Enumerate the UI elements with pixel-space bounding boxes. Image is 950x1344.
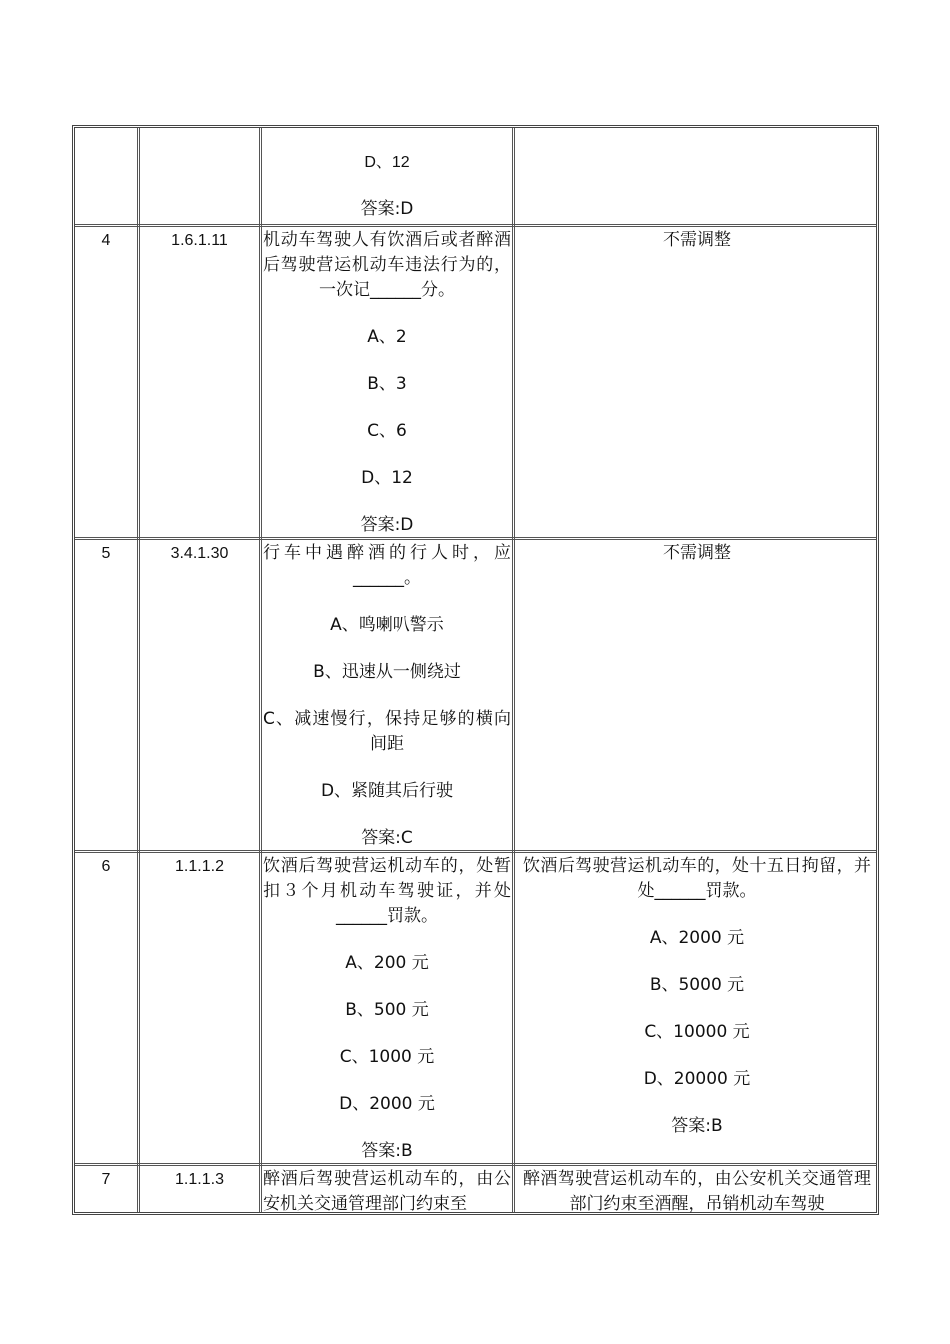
question-text: 机动车驾驶人有饮酒后或者醉酒后驾驶营运机动车违法行为的，一次记______分。 — [263, 230, 511, 300]
option-d: D、12 — [361, 468, 413, 488]
answer: 答案:C — [361, 828, 413, 848]
question-code: 1.1.1.2 — [175, 858, 224, 875]
row-index: 7 — [101, 1171, 111, 1188]
revised-option-a: A、2000 元 — [649, 928, 745, 948]
option-a: A、鸣喇叭警示 — [330, 615, 444, 635]
row-divider — [75, 224, 876, 227]
row-index: 6 — [101, 858, 111, 875]
revised-question-text: 饮酒后驾驶营运机动车的，处十五日拘留，并处______罚款。 — [523, 856, 871, 901]
option-a: A、200 元 — [345, 953, 429, 973]
question-cell — [263, 854, 511, 1164]
option-c: C、1000 元 — [339, 1047, 435, 1067]
option-d: D、2000 元 — [339, 1094, 435, 1114]
question-cell — [263, 1167, 511, 1215]
question-text: 醉酒后驾驶营运机动车的，由公安机关交通管理部门约束至 — [263, 1169, 511, 1214]
adjustment-note: 不需调整 — [663, 543, 731, 563]
adjustment-cell — [523, 854, 871, 1139]
option-d: D、紧随其后行驶 — [320, 781, 454, 801]
question-cell — [262, 150, 512, 222]
column-divider — [137, 128, 140, 1212]
answer: 答案:D — [360, 515, 414, 535]
option-b: B、迅速从一侧绕过 — [313, 662, 461, 682]
row-index: 5 — [101, 545, 111, 562]
question-table — [72, 125, 879, 1215]
option-c: C、6 — [367, 421, 407, 441]
option-a: A、2 — [367, 327, 407, 347]
option-b: B、3 — [367, 374, 407, 394]
column-divider — [259, 128, 262, 1212]
revised-option-c: C、10000 元 — [644, 1022, 750, 1042]
adjustment-cell — [515, 228, 879, 253]
option-d: D、12 — [364, 154, 410, 171]
question-text: 行车中遇醉酒的行人时，应______。 — [263, 543, 511, 588]
question-code: 3.4.1.30 — [170, 545, 229, 562]
row-index: 4 — [101, 232, 111, 249]
answer: 答案:B — [361, 1141, 413, 1161]
option-b: B、500 元 — [345, 1000, 429, 1020]
revised-option-b: B、5000 元 — [649, 975, 745, 995]
question-code: 1.6.1.11 — [171, 232, 228, 249]
revised-answer: 答案:B — [671, 1116, 723, 1136]
revised-option-d: D、20000 元 — [643, 1069, 751, 1089]
question-text: 饮酒后驾驶营运机动车的，处暂扣３个月机动车驾驶证，并处______罚款。 — [263, 856, 511, 926]
question-code: 1.1.1.3 — [175, 1171, 224, 1188]
answer: 答案:D — [360, 199, 414, 219]
option-c: C、减速慢行，保持足够的横向间距 — [263, 709, 511, 754]
adjustment-cell — [523, 1167, 871, 1215]
adjustment-cell — [515, 541, 879, 566]
question-cell — [263, 541, 511, 851]
adjustment-note: 不需调整 — [663, 230, 731, 250]
revised-question-text: 醉酒驾驶营运机动车的，由公安机关交通管理部门约束至酒醒，吊销机动车驾驶 — [523, 1169, 871, 1214]
column-divider — [512, 128, 515, 1212]
question-cell — [263, 228, 511, 538]
